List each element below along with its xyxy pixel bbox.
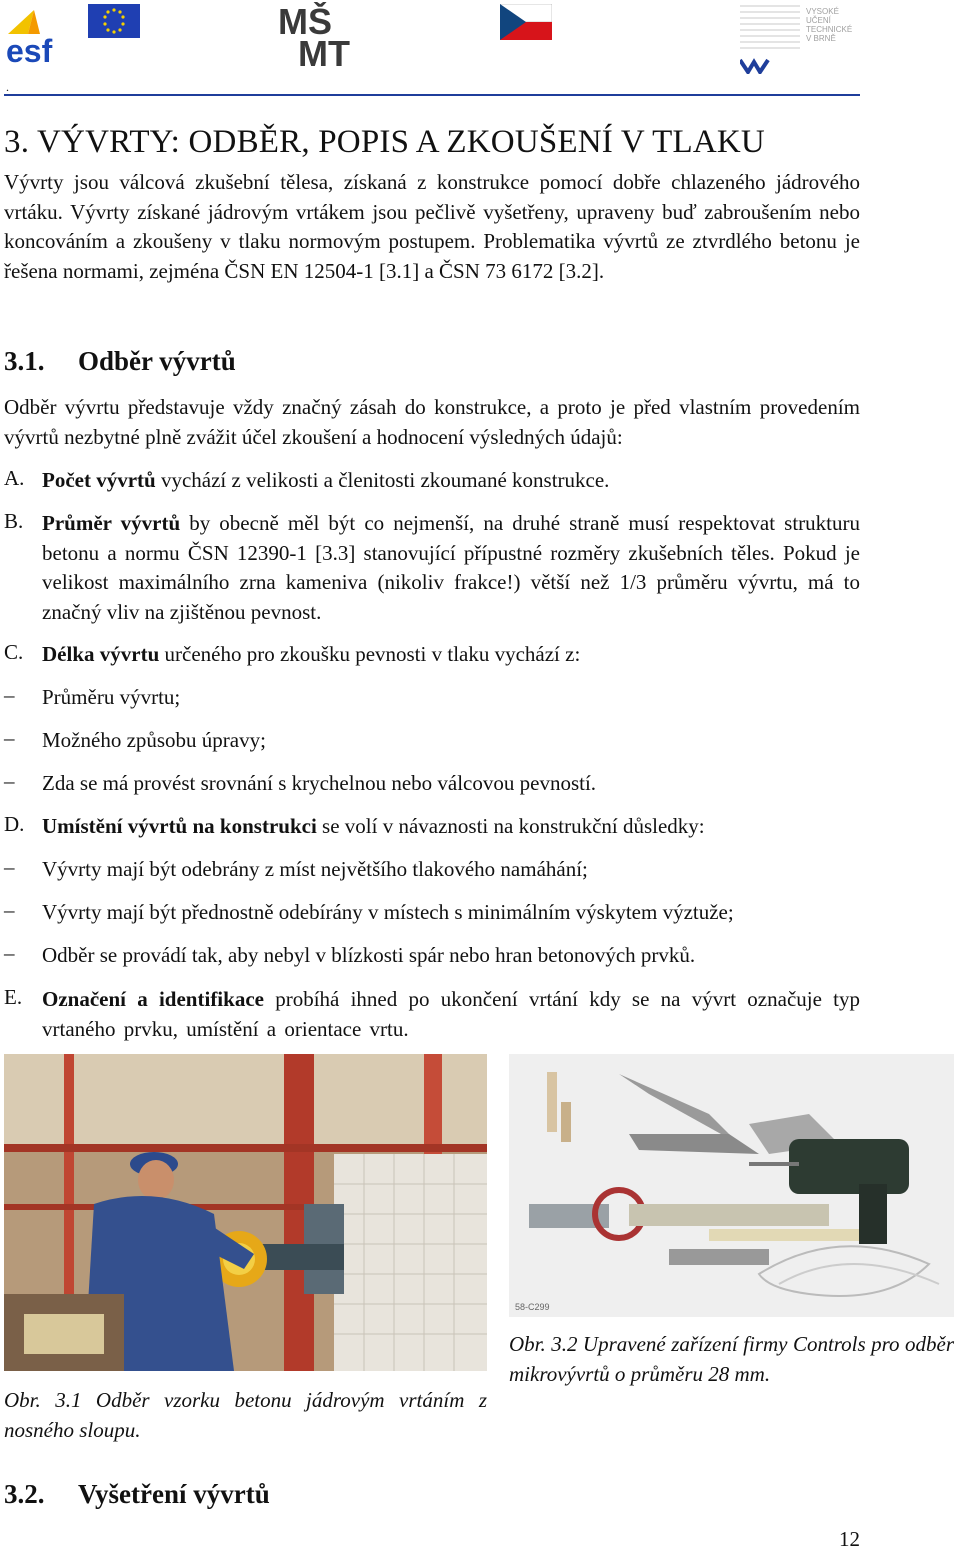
section-2-title: Vyšetření vývrtů <box>78 1479 270 1509</box>
section-1-text: Odběr vývrtu představuje vždy značný zásah do konstrukce, a proto je před vlastním provedením vývrtů nezbytné plně zvážit účel zkoušení a hodnocení výsledných údajů: <box>4 395 860 449</box>
item-b-bold: Průměr vývrtů <box>42 511 181 535</box>
esf-logo <box>4 4 80 68</box>
list-item: Odběr se provádí tak, aby nebyl v blízkosti spár nebo hran betonových prvků. <box>42 943 696 967</box>
eu-flag-icon <box>88 4 140 38</box>
figure-2-code: 58-C299 <box>515 1302 550 1312</box>
svg-text:V BRNĚ: V BRNĚ <box>806 34 836 43</box>
section-1-number: 3.1. <box>4 346 45 376</box>
list-dash: – <box>4 726 15 750</box>
intro-paragraph: Vývrty jsou válcová zkušební tělesa, získaná z konstrukce pomocí dobře chlazeného jádrového vrtáku. Vývrty získané jádrovým vrtákem jsou pečlivě vyšetřeny, upraveny buď zabroušením nebo koncováním a zkoušeny v tlaku normovým postupem. Problematika vývrtů ze ztvrdlého betonu je řešena normami, zejména ČSN EN 12504-1 [3.1] a ČSN 73 6172 [3.2]. <box>4 170 860 283</box>
svg-text:TECHNICKÉ: TECHNICKÉ <box>806 25 853 34</box>
item-c-bold: Délka vývrtu <box>42 642 160 666</box>
svg-text:MT: MT <box>298 33 350 70</box>
item-a-bold: Počet vývrtů <box>42 468 156 492</box>
list-dash: – <box>4 769 15 793</box>
item-a-rest: vychází z velikosti a členitosti zkoumané konstrukce. <box>155 468 610 492</box>
item-a-text <box>42 466 860 496</box>
figure-1-caption: Obr. 3.1 Odběr vzorku betonu jádrovým vrtáním z nosného sloupu. <box>4 1388 487 1442</box>
item-d-bold: Umístění vývrtů na konstrukci <box>42 814 317 838</box>
svg-text:MŠ: MŠ <box>278 2 332 42</box>
item-c-rest: určeného pro zkoušku pevnosti v tlaku vychází z: <box>159 642 581 666</box>
figure-2-caption: Obr. 3.2 Upravené zařízení firmy Controls pro odběr mikrovývrtů o průměru 28 mm. <box>509 1332 954 1386</box>
header-rule <box>4 94 860 96</box>
page-title: 3. VÝVRTY: ODBĚR, POPIS A ZKOUŠENÍ V TLAKU <box>4 124 765 160</box>
item-b-rest: by obecně měl být co nejmenší, na druhé straně musí respektovat strukturu betonu a normu ČSN 12390-1 [3.3] stanovující přípustné rozměry zkušebních těles. Pokud je velikost maximálního zrna kameniva (nikoliv frakce!) větší než 1/3 průměru vývrtu, má to značný vliv na zjištěnou pevnost. <box>42 511 860 624</box>
svg-text:VYSOKÉ: VYSOKÉ <box>806 7 839 16</box>
section-2-number: 3.2. <box>4 1479 45 1509</box>
list-item: Průměru vývrtu; <box>42 685 181 709</box>
item-d-label: D. <box>4 812 25 836</box>
figure-2-photo <box>509 1054 954 1317</box>
list-dash: – <box>4 683 15 707</box>
list-item: Zda se má provést srovnání s krychelnou nebo válcovou pevností. <box>42 771 597 795</box>
header-dot: . <box>6 80 9 94</box>
list-item: Vývrty mají být odebrány z míst největšího tlakového namáhání; <box>42 857 588 881</box>
item-d-rest: se volí v návaznosti na konstrukční důsledky: <box>316 814 705 838</box>
section-1-title: Odběr vývrtů <box>78 346 236 376</box>
list-dash: – <box>4 898 15 922</box>
item-e-bold: Označení a identifikace <box>42 987 264 1011</box>
item-e-text <box>42 985 860 1044</box>
page-number: 12 <box>839 1527 860 1551</box>
item-b-label: B. <box>4 509 24 533</box>
czech-flag-icon <box>500 4 552 40</box>
list-item: Možného způsobu úpravy; <box>42 728 266 752</box>
svg-text:esf: esf <box>6 33 53 68</box>
item-d-text <box>42 812 860 842</box>
item-e-rest: probíhá ihned po ukončení vrtání kdy se na vývrt označuje typ vrtaného prvku, umístění a orientace vrtu. <box>42 987 860 1041</box>
svg-text:UČENÍ: UČENÍ <box>806 16 831 25</box>
list-dash: – <box>4 855 15 879</box>
msmt-logo <box>276 2 380 70</box>
list-item: Vývrty mají být přednostně odebírány v místech s minimálním výskytem výztuže; <box>42 900 734 924</box>
figure-1-photo <box>4 1054 487 1371</box>
item-c-text <box>42 640 860 670</box>
item-b-text <box>42 509 860 627</box>
item-a-label: A. <box>4 466 25 490</box>
vut-logo <box>740 2 860 74</box>
item-e-label: E. <box>4 985 23 1009</box>
list-dash: – <box>4 941 15 965</box>
item-c-label: C. <box>4 640 24 664</box>
